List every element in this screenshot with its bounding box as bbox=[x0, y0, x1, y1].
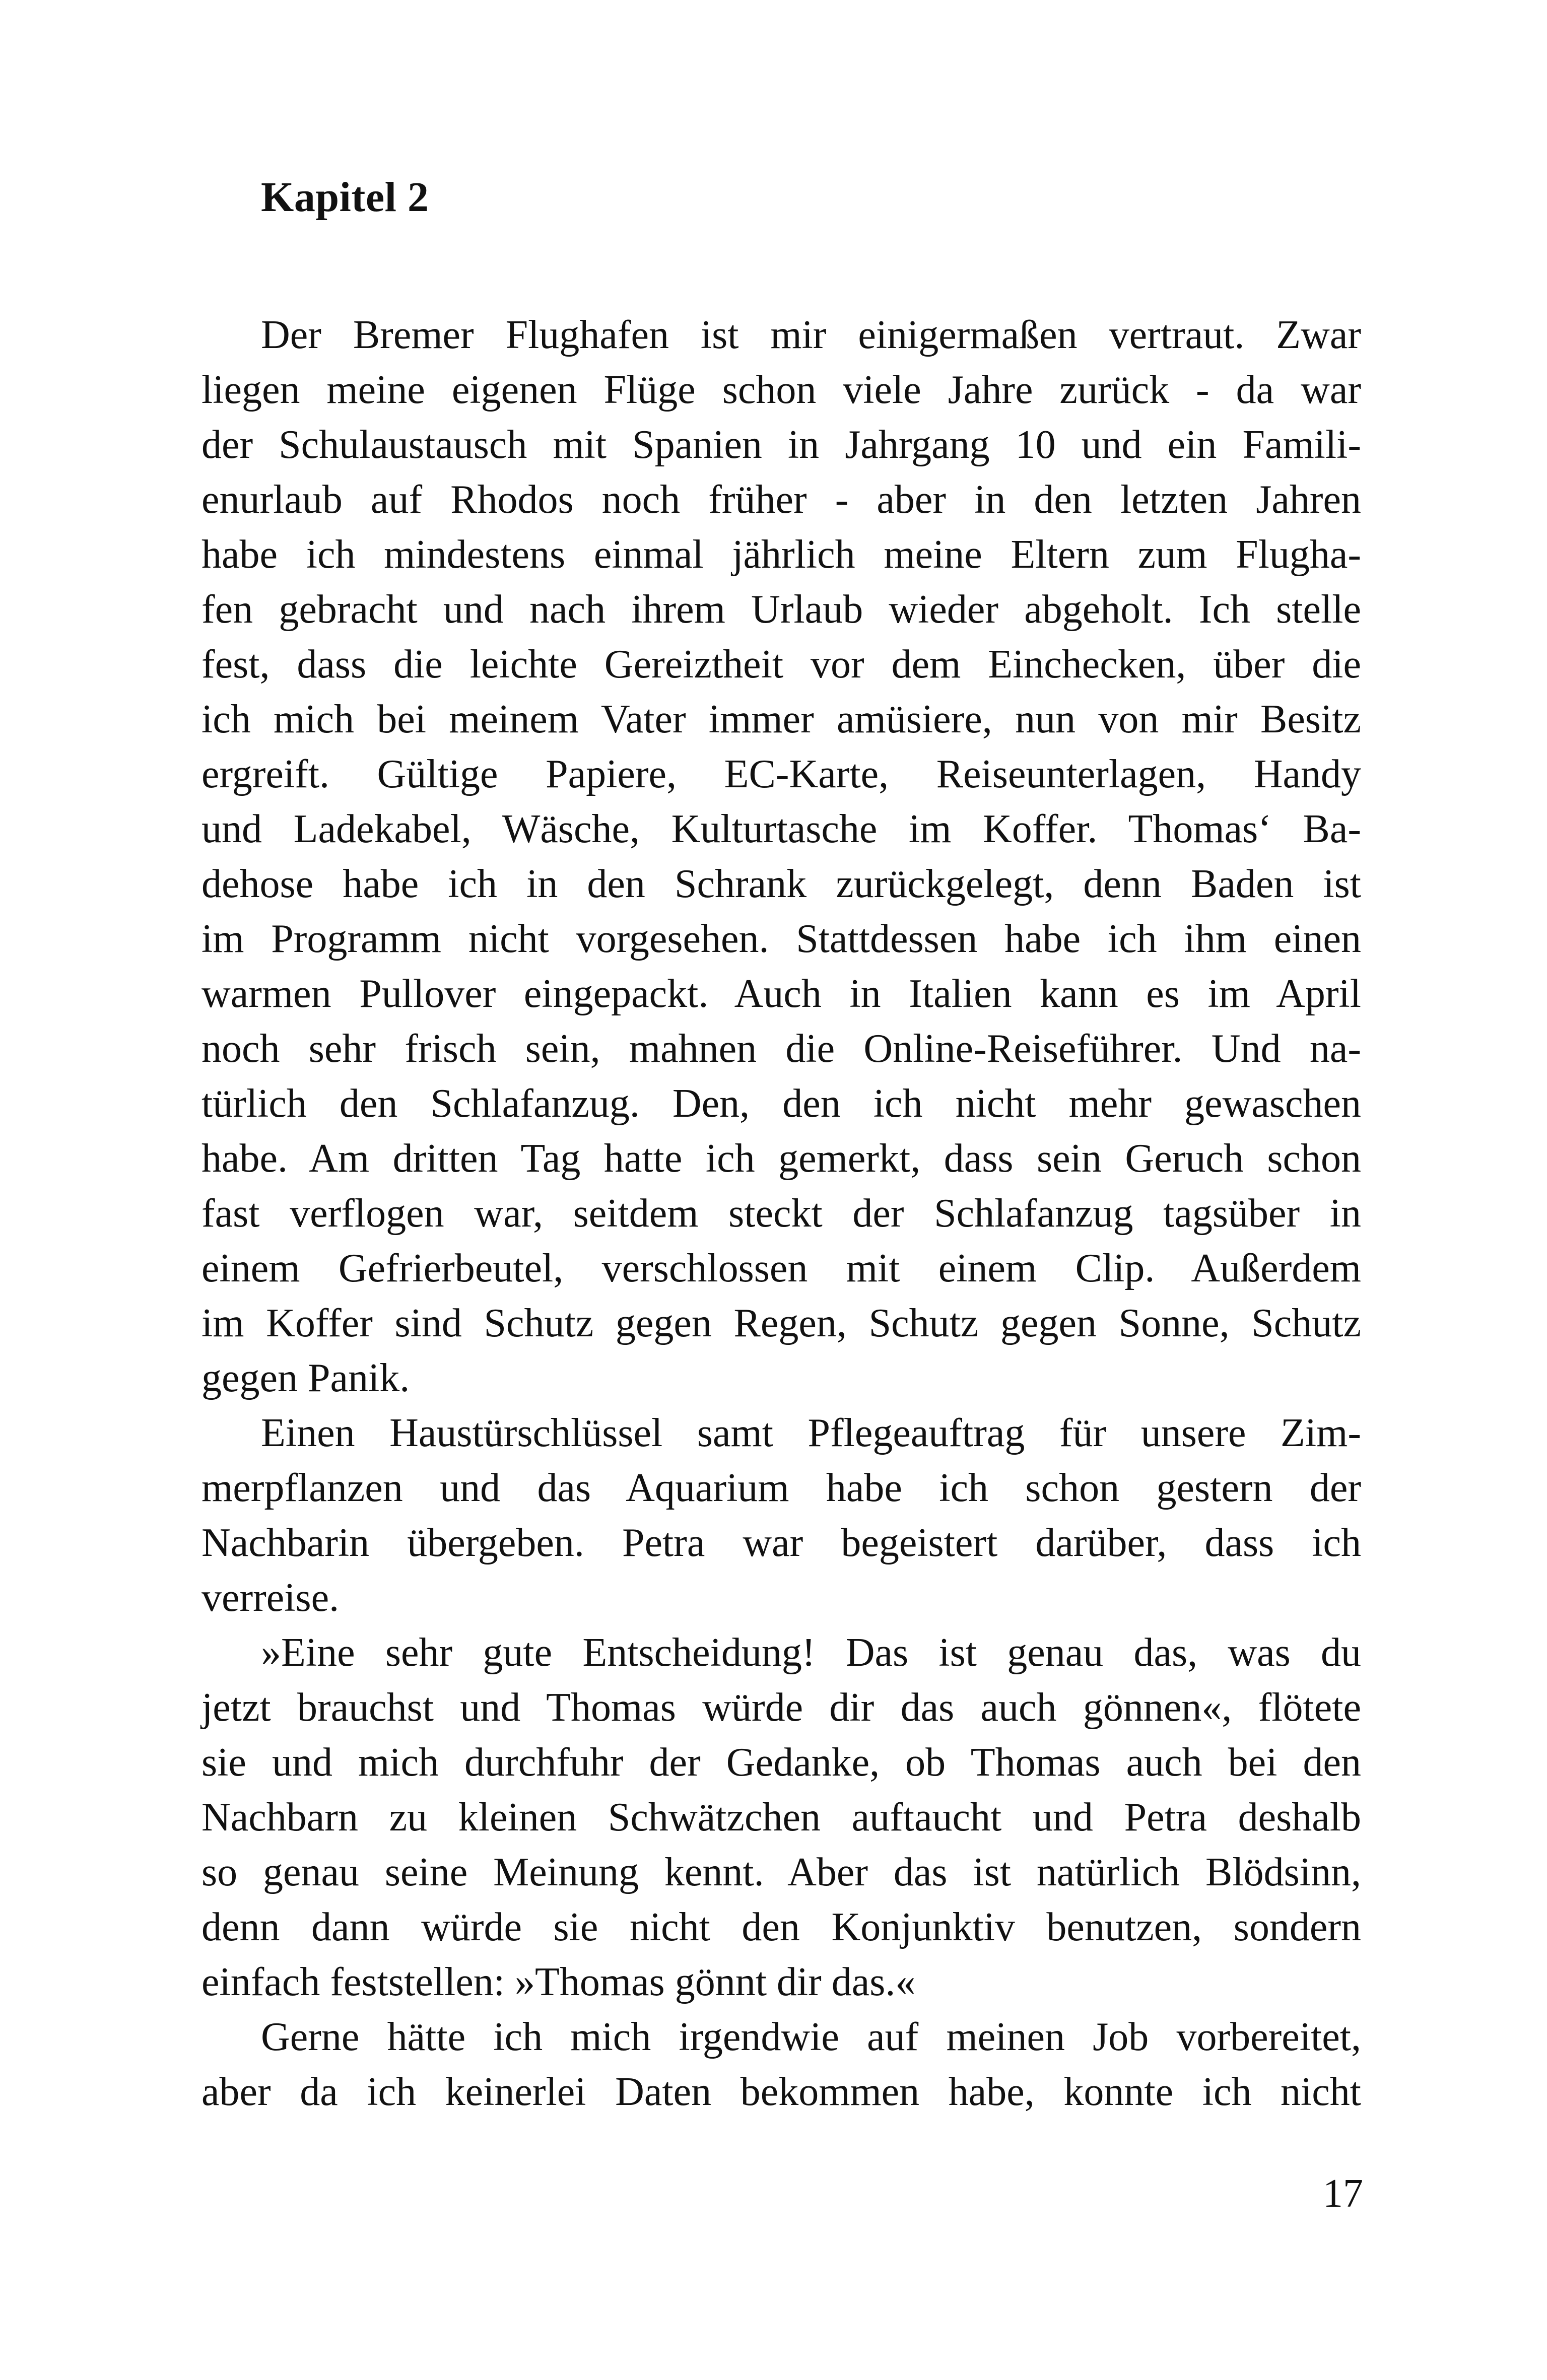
page-number: 17 bbox=[1323, 2171, 1363, 2216]
text-line: enurlaub auf Rhodos noch früher - aber in den letzten Jahren bbox=[201, 478, 1361, 522]
body-text bbox=[201, 308, 1361, 2120]
text-line: ich mich bei meinem Vater immer amüsiere, nun von mir Besitz bbox=[201, 697, 1361, 741]
text-line: noch sehr frisch sein, mahnen die Online-Reiseführer. Und na- bbox=[201, 1027, 1361, 1071]
text-line: habe. Am dritten Tag hatte ich gemerkt, dass sein Geruch schon bbox=[201, 1136, 1361, 1181]
text-line: so genau seine Meinung kennt. Aber das ist natürlich Blödsinn, bbox=[201, 1850, 1361, 1894]
text-line: Gerne hätte ich mich irgendwie auf meinen Job vorbereitet, bbox=[261, 2015, 1361, 2059]
text-line: aber da ich keinerlei Daten bekommen habe, konnte ich nicht bbox=[201, 2070, 1361, 2114]
text-line: verreise. bbox=[201, 1576, 340, 1620]
text-line: sie und mich durchfuhr der Gedanke, ob Thomas auch bei den bbox=[201, 1740, 1361, 1785]
paragraph bbox=[201, 308, 1361, 1406]
text-line: und Ladekabel, Wäsche, Kulturtasche im Koffer. Thomas‘ Ba- bbox=[201, 807, 1361, 851]
text-line: merpflanzen und das Aquarium habe ich schon gestern der bbox=[201, 1466, 1361, 1510]
text-line: habe ich mindestens einmal jährlich meine Eltern zum Flugha- bbox=[201, 532, 1361, 577]
text-line: einem Gefrierbeutel, verschlossen mit einem Clip. Außerdem bbox=[201, 1246, 1361, 1290]
text-line: denn dann würde sie nicht den Konjunktiv benutzen, sondern bbox=[201, 1905, 1361, 1949]
text-line: ergreift. Gültige Papiere, EC-Karte, Reiseunterlagen, Handy bbox=[201, 752, 1361, 796]
text-line: jetzt brauchst und Thomas würde dir das auch gönnen«, flötete bbox=[201, 1685, 1361, 1730]
text-line: liegen meine eigenen Flüge schon viele Jahre zurück - da war bbox=[201, 368, 1361, 412]
text-line: Nachbarn zu kleinen Schwätzchen auftaucht und Petra deshalb bbox=[201, 1795, 1361, 1840]
text-line: warmen Pullover eingepackt. Auch in Italien kann es im April bbox=[201, 972, 1361, 1016]
text-line: »Eine sehr gute Entscheidung! Das ist genau das, was du bbox=[261, 1630, 1361, 1675]
text-line: fast verflogen war, seitdem steckt der Schlafanzug tagsüber in bbox=[201, 1191, 1361, 1236]
text-line: dehose habe ich in den Schrank zurückgelegt, denn Baden ist bbox=[201, 862, 1361, 906]
text-line: gegen Panik. bbox=[201, 1356, 410, 1400]
paragraph bbox=[201, 2010, 1361, 2120]
text-line: der Schulaustausch mit Spanien in Jahrgang 10 und ein Famili- bbox=[201, 423, 1361, 467]
text-line: Einen Haustürschlüssel samt Pflegeauftrag für unsere Zim- bbox=[261, 1411, 1361, 1455]
text-line: Nachbarin übergeben. Petra war begeistert darüber, dass ich bbox=[201, 1521, 1361, 1565]
text-line: im Programm nicht vorgesehen. Stattdessen habe ich ihm einen bbox=[201, 917, 1361, 961]
text-line: im Koffer sind Schutz gegen Regen, Schutz gegen Sonne, Schutz bbox=[201, 1301, 1361, 1345]
paragraph bbox=[201, 1625, 1361, 2010]
chapter-title: Kapitel 2 bbox=[261, 174, 429, 221]
text-line: fest, dass die leichte Gereiztheit vor dem Einchecken, über die bbox=[201, 642, 1361, 687]
text-line: einfach feststellen: »Thomas gönnt dir das.« bbox=[201, 1960, 916, 2004]
text-line: Der Bremer Flughafen ist mir einigermaßen vertraut. Zwar bbox=[261, 313, 1361, 357]
text-line: fen gebracht und nach ihrem Urlaub wieder abgeholt. Ich stelle bbox=[201, 587, 1361, 632]
text-line: türlich den Schlafanzug. Den, den ich nicht mehr gewaschen bbox=[201, 1081, 1361, 1126]
paragraph bbox=[201, 1406, 1361, 1625]
